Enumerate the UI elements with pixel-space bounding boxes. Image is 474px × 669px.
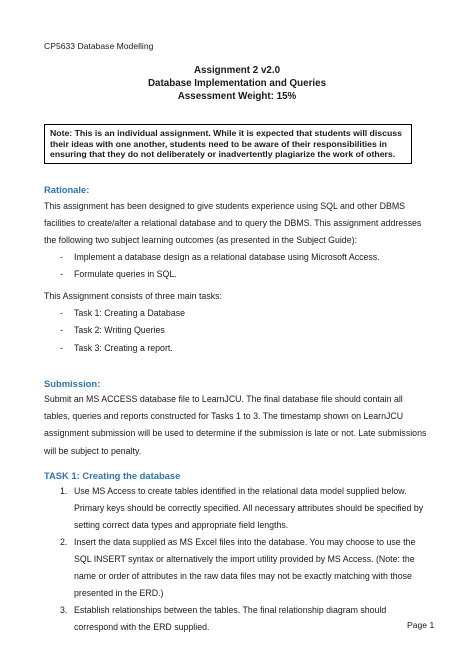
plagiarism-note-box xyxy=(44,124,412,164)
list-item: - Task 2: Writing Queries xyxy=(60,325,165,336)
rationale-heading: Rationale: xyxy=(44,184,90,195)
paragraph-line: tables, queries and reports constructed for Tasks 1 to 3. The timestamp shown on LearnJCU xyxy=(44,411,404,422)
paragraph-line: assignment submission will be used to determine if the submission is late or not. Late submissions xyxy=(44,428,427,439)
tasks-intro: This Assignment consists of three main tasks: xyxy=(44,291,222,301)
note-line: their ideas with one another, students need to be aware of their responsibilities in xyxy=(50,138,387,149)
note-line: ensuring that they do not deliberately or inadvertently plagiarize the work of others. xyxy=(50,149,396,160)
title-line: Database Implementation and Queries xyxy=(147,78,327,89)
page-number: Page 1 xyxy=(407,620,435,630)
title-line: Assignment 2 v2.0 xyxy=(193,65,281,76)
title-line: Assessment Weight: 15% xyxy=(177,91,297,102)
list-item: 2. Insert the data supplied as MS Excel files into the database. You may choose to use the SQL INSERT syntax or alternatively the import utility provided by MS Access. (Note: the name or order of attributes in the raw data files may not be exactly matching with those presented in the ERD.) xyxy=(60,537,416,598)
assignment-title xyxy=(0,64,474,103)
list-item: 1. Use MS Access to create tables identified in the relational data model supplied below. Primary keys should be correctly specified. All necessary attributes should be specified by setting correct data types and appropriate field lengths. xyxy=(60,486,424,530)
list-item: - Implement a database design as a relational database using Microsoft Access. xyxy=(60,252,380,262)
task1-list xyxy=(60,483,430,636)
paragraph-line: This assignment has been designed to give students experience using SQL and other DBMS xyxy=(44,201,406,211)
list-item: - Task 1: Creating a Database xyxy=(60,308,186,318)
paragraph-line: Submit an MS ACCESS database file to LearnJCU. The final database file should contain all xyxy=(44,394,403,404)
submission-paragraph xyxy=(44,391,436,460)
rationale-paragraph xyxy=(44,198,436,250)
outcomes-list xyxy=(60,249,380,284)
tasks-list xyxy=(60,305,185,357)
list-item: - Task 3: Creating a report. xyxy=(60,342,173,353)
task1-heading: TASK 1: Creating the database xyxy=(44,470,181,481)
paragraph-line: facilities to create/alter a relational database and to query the DBMS. This assignment addresses xyxy=(44,218,422,229)
paragraph-line: the following two subject learning outcomes (as presented in the Subject Guide): xyxy=(44,235,357,246)
course-header: CP5633 Database Modelling xyxy=(44,41,154,51)
list-item: - Formulate queries in SQL. xyxy=(60,269,177,280)
submission-heading: Submission: xyxy=(44,378,101,389)
list-item: 3. Establish relationships between the tables. The final relationship diagram should correspond with the ERD supplied. xyxy=(60,605,387,632)
paragraph-line: will be subject to penalty. xyxy=(44,445,142,456)
note-line: Note: This is an individual assignment. While it is expected that students will discuss xyxy=(50,128,402,138)
